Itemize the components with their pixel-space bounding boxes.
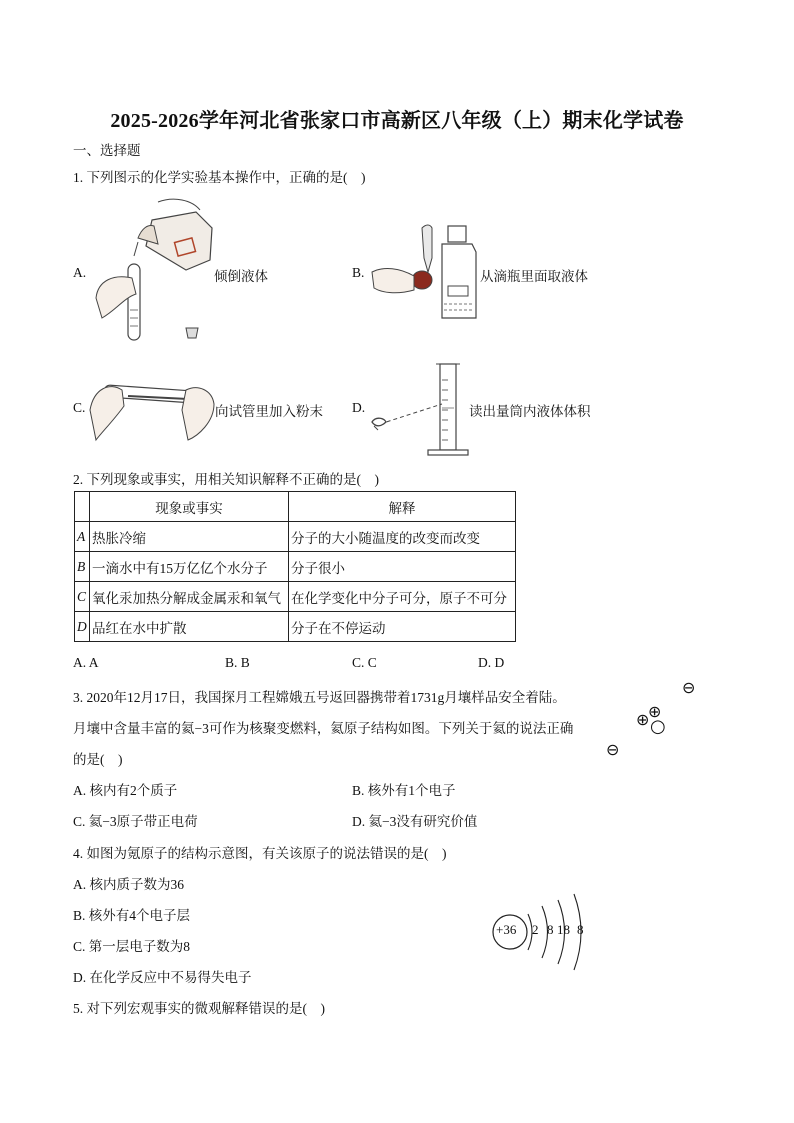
q2-option-b: B. B [225,655,250,670]
shell-electron-count: 18 [557,922,570,937]
q2-option-d: D. D [478,655,505,670]
graduated-cylinder-illustration [366,360,470,458]
q4-option-b: B. 核外有4个电子层 [73,908,191,923]
q3-option-b: B. 核外有1个电子 [352,783,456,798]
q1-option-c-caption: 向试管里加入粉末 [215,404,323,419]
table-cell: B [75,552,90,582]
electron-symbol: ⊖ [606,740,620,759]
table-header-row [75,492,516,522]
question-5-stem: 5. 对下列宏观事实的微观解释错误的是( ) [73,1001,325,1016]
page-title: 2025-2026学年河北省张家口市高新区八年级（上）期末化学试卷 [110,110,684,132]
question-2-stem: 2. 下列现象或事实，用相关知识解释不正确的是( ) [73,472,379,487]
neutron-symbol: ○ [650,716,666,737]
q4-option-c: C. 第一层电子数为8 [73,939,191,954]
q3-option-c: C. 氦−3原子带正电荷 [73,814,198,829]
q1-option-a-caption: 倾倒液体 [214,269,268,284]
shell-electron-count: 8 [577,922,584,937]
table-cell: A [75,522,90,552]
q3-option-d: D. 氦−3没有研究价值 [352,814,478,829]
q4-option-a: A. 核内质子数为36 [73,877,184,892]
q1-option-b-caption: 从滴瓶里面取液体 [480,269,588,284]
question-3-stem-line1: 3. 2020年12月17日，我国探月工程嫦娥五号返回器携带着1731g月壤样品安全着陆。 [73,690,566,705]
shell-electron-count: 8 [547,922,554,937]
pouring-liquid-illustration [88,198,218,348]
table-row [75,522,516,552]
q2-option-a: A. A [73,655,99,670]
proton-symbol: ⊕ [636,710,650,729]
table-cell: 氧化汞加热分解成金属汞和氧气 [90,582,289,612]
q1-option-a-label: A. [73,265,87,280]
krypton-nucleus-label: +36 [496,922,517,937]
q1-option-d-label: D. [352,400,366,415]
table-row [75,552,516,582]
q3-option-a: A. 核内有2个质子 [73,783,178,798]
add-powder-illustration [88,370,218,445]
proton-symbol: ⊕ [648,702,662,721]
section-heading: 一、选择题 [73,143,141,158]
question-1-stem: 1. 下列图示的化学实验基本操作中，正确的是( ) [73,170,366,185]
q4-option-d: D. 在化学反应中不易得失电子 [73,970,252,985]
table-row [75,582,516,612]
table-cell: C [75,582,90,612]
electron-symbol: ⊖ [682,678,696,697]
table-cell: 热胀冷缩 [90,522,289,552]
question-4-stem: 4. 如图为氪原子的结构示意图，有关该原子的说法错误的是( ) [73,846,447,861]
table-header: 现象或事实 [90,492,289,522]
table-cell: 一滴水中有15万亿亿个水分子 [90,552,289,582]
q1-option-c-label: C. [73,400,86,415]
dropper-bottle-illustration [370,222,482,322]
table-cell: 分子在不停运动 [289,612,516,642]
table-cell: 品红在水中扩散 [90,612,289,642]
q1-option-d-caption: 读出量筒内液体体积 [469,404,591,419]
q2-option-c: C. C [352,655,377,670]
table-cell: 分子的大小随温度的改变而改变 [289,522,516,552]
q2-table [74,491,516,642]
shell-electron-count: 2 [532,922,539,937]
table-cell: 在化学变化中分子可分，原子不可分 [289,582,516,612]
question-3-stem-line3: 的是( ) [73,752,123,767]
table-cell: D [75,612,90,642]
table-cell: 分子很小 [289,552,516,582]
q1-option-b-label: B. [352,265,365,280]
question-3-stem-line2: 月壤中含量丰富的氦−3可作为核聚变燃料，氦原子结构如图。下列关于氦的说法正确 [73,721,574,736]
table-header [75,492,90,522]
table-row [75,612,516,642]
table-header: 解释 [289,492,516,522]
